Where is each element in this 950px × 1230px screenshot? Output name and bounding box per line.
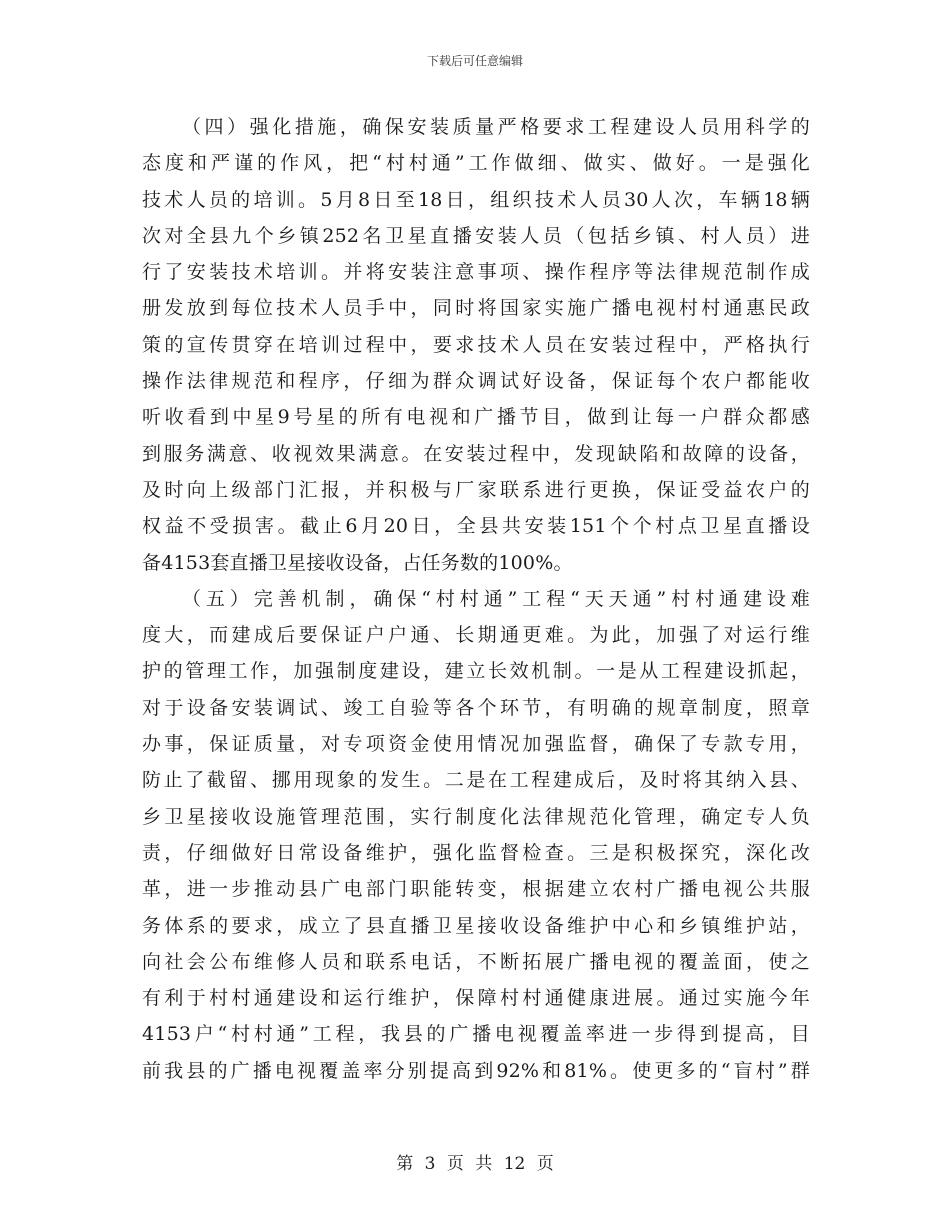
page-header: 下载后可任意编辑: [426, 54, 523, 68]
paragraph-5-line-4: 对于设备安装调试、竣工自验等各个环节，有明确的规章制度，照章: [142, 696, 810, 719]
paragraph-5-line-9: 革，进一步推动县广电部门职能转变，根据建立农村广播电视公共服: [142, 878, 810, 901]
paragraph-4-line-11: 及时向上级部门汇报，并积极与厂家联系进行更换，保证受益农户的: [142, 478, 810, 501]
paragraph-4-line-1: （四）强化措施，确保安装质量严格要求工程建设人员用科学的: [182, 116, 810, 138]
page-number: 第 3 页 共 12 页: [396, 1154, 554, 1174]
paragraph-4-line-13: 备4153套直播卫星接收设备，占任务数的100%。: [142, 551, 573, 574]
paragraph-5-line-13: 4153户“村村通”工程，我县的广播电视覆盖率进一步得到提高，目: [142, 1023, 810, 1046]
paragraph-5-line-2: 度大，而建成后要保证户户通、长期通更难。为此，加强了对运行维: [142, 624, 810, 647]
paragraph-4-line-9: 听收看到中星9号星的所有电视和广播节目，做到让每一户群众都感: [142, 406, 810, 429]
paragraph-5-line-1: （五）完善机制，确保“村村通”工程“天天通”村村通建设难: [182, 587, 810, 610]
paragraph-5-line-5: 办事，保证质量，对专项资金使用情况加强监督，确保了专款专用，: [142, 733, 810, 756]
paragraph-4-line-6: 册发放到每位技术人员手中，同时将国家实施广播电视村村通惠民政: [142, 297, 810, 320]
paragraph-4-line-12: 权益不受损害。截止6月20日，全县共安装151个个村点卫星直播设: [142, 515, 810, 538]
paragraph-4-line-8: 操作法律规范和程序，仔细为群众调试好设备，保证每个农户都能收: [142, 370, 810, 393]
paragraph-5-line-3: 护的管理工作，加强制度建设，建立长效机制。一是从工程建设抓起，: [142, 660, 810, 683]
paragraph-4-line-3: 技术人员的培训。5月8日至18日，组织技术人员30人次，车辆18辆: [142, 188, 810, 211]
paragraph-5-line-6: 防止了截留、挪用现象的发生。二是在工程建成后，及时将其纳入县、: [142, 769, 810, 792]
paragraph-5-line-7: 乡卫星接收设施管理范围，实行制度化法律规范化管理，确定专人负: [142, 805, 810, 828]
paragraph-5-line-14: 前我县的广播电视覆盖率分别提高到92%和81%。使更多的“盲村”群: [142, 1059, 810, 1082]
paragraph-5-line-12: 有利于村村通建设和运行维护，保障村村通健康进展。通过实施今年: [142, 987, 810, 1010]
paragraph-4-line-5: 行了安装技术培训。并将安装注意事项、操作程序等法律规范制作成: [142, 261, 810, 284]
paragraph-4-line-10: 到服务满意、收视效果满意。在安装过程中，发现缺陷和故障的设备，: [142, 442, 810, 465]
paragraph-5-line-11: 向社会公布维修人员和联系电话，不断拓展广播电视的覆盖面，使之: [142, 950, 810, 973]
paragraph-4-line-7: 策的宣传贯穿在培训过程中，要求技术人员在安装过程中，严格执行: [142, 333, 810, 356]
paragraph-4-line-4: 次对全县九个乡镇252名卫星直播安装人员（包括乡镇、村人员）进: [142, 224, 810, 247]
paragraph-4-line-2: 态度和严谨的作风，把“村村通”工作做细、做实、做好。一是强化: [142, 152, 810, 175]
paragraph-5-line-10: 务体系的要求，成立了县直播卫星接收设备维护中心和乡镇维护站，: [142, 914, 810, 937]
paragraph-5-line-8: 责，仔细做好日常设备维护，强化监督检查。三是积极探究，深化改: [142, 841, 810, 864]
document-body: [142, 109, 810, 1089]
